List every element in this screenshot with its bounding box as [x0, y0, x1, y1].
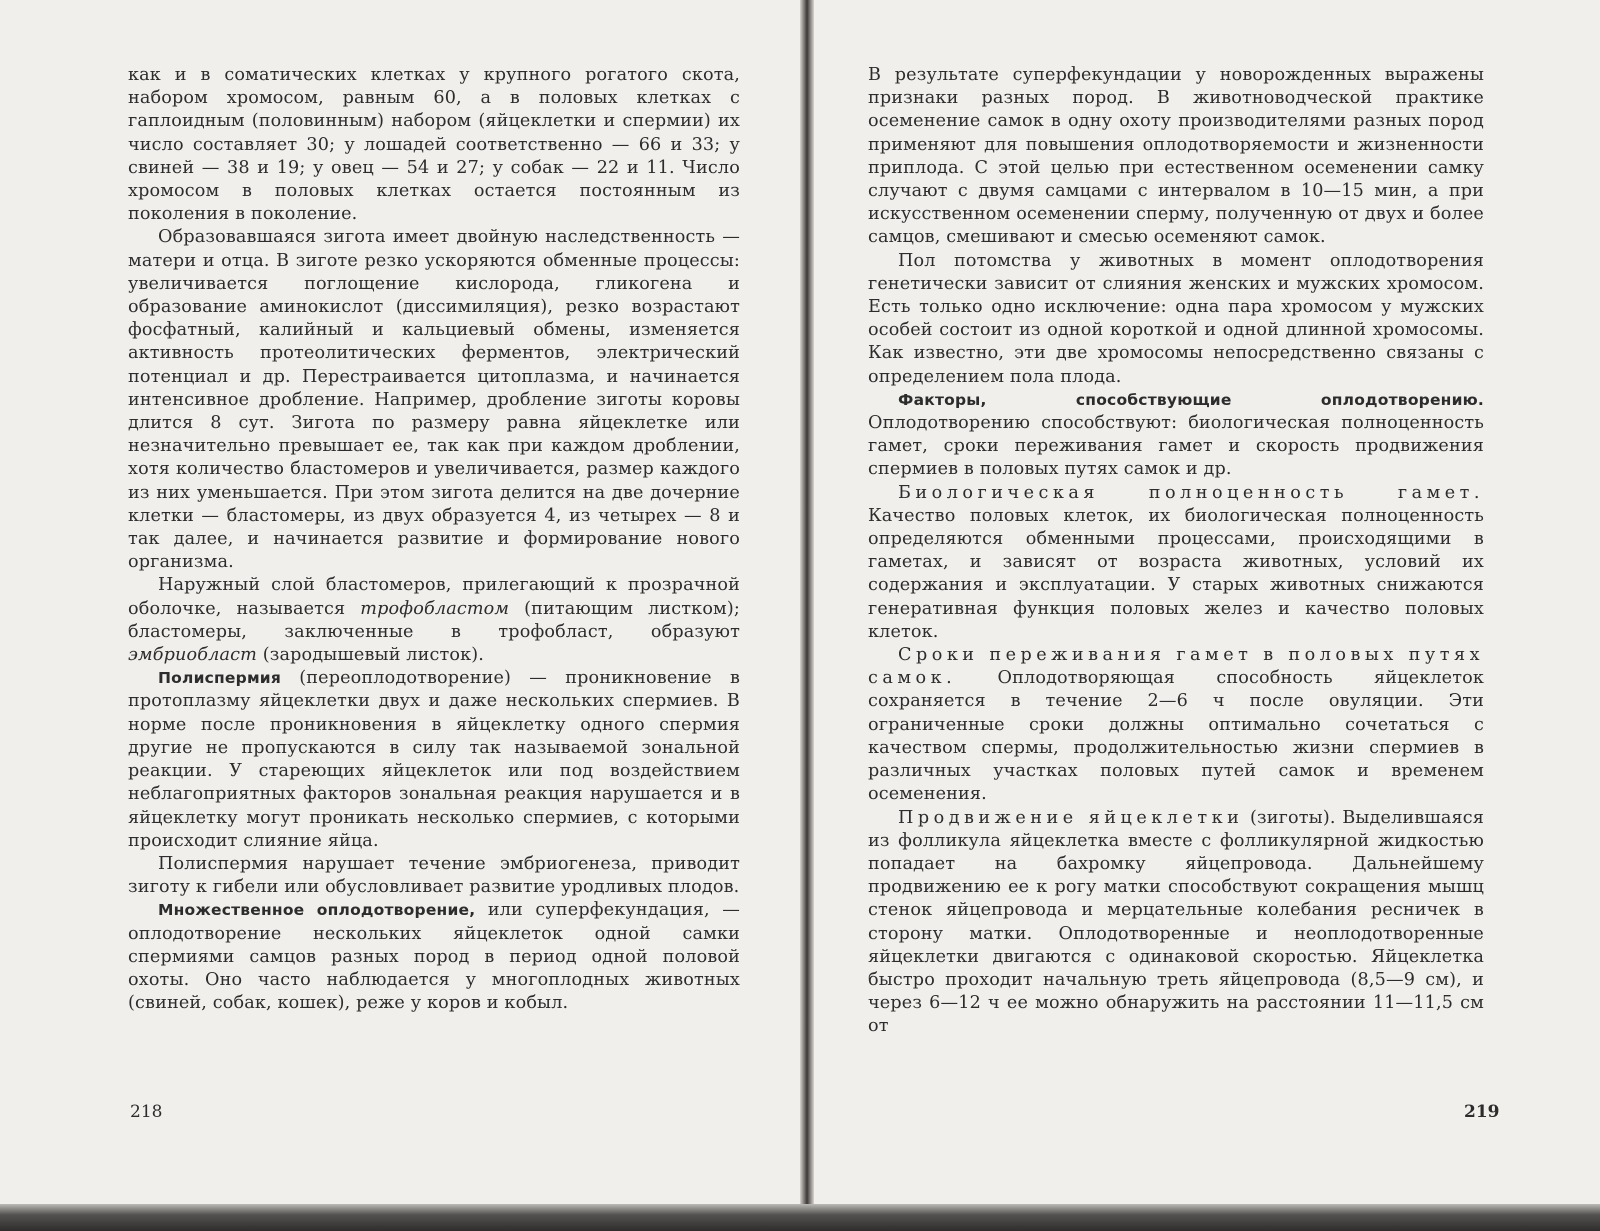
term-italic: трофобластом: [360, 598, 510, 619]
scan-bottom-edge: [0, 1204, 1600, 1231]
paragraph: [868, 644, 1484, 806]
text: Оплодотворяющая способность яйцеклеток сохраняется в течение 2—6 ч после овуляции. Эти ограниченные сроки должны оптимально сочетаться с качеством спермы, продолжительностью жизни спермиев в различных участках половых путей самок и временем осеменения.: [868, 668, 1484, 805]
term-spaced: Биологическая полноценность гамет.: [898, 482, 1484, 503]
book-gutter: [800, 0, 814, 1231]
term-italic: эмбриобласт: [128, 645, 257, 666]
text: или суперфекундация, — оплодотворение нескольких яйцеклеток одной самки спермиями самцов разных пород в период одной половой охоты. Оно часто наблюдается у многоплодных животных (свиней, собак, кошек), реже у коров и кобыл.: [128, 900, 740, 1014]
paragraph: В результате суперфекундации у новорожденных выражены признаки разных пород. В животноводческой практике осеменение самок в одну охоту производителями разных пород применяют для повышения оплодотворяемости и жизненности приплода. С этой целью при естественном осеменении самку случают с двумя самцами с интервалом в 10—15 мин, а при искусственном осеменении сперму, полученную от двух и более самцов, смешивают и смесью осеменяют самок.: [868, 65, 1484, 248]
paragraph: Полиспермия нарушает течение эмбриогенеза, приводит зиготу к гибели или обусловливает развитие уродливых плодов.: [128, 853, 740, 898]
paragraph: [128, 574, 740, 667]
text: (зародышевый листок).: [256, 645, 485, 666]
text: Качество половых клеток, их биологическая полноценность определяются обменными процессами, происходящими в гаметах, и зависят от возраста животных, условий их содержания и эксплуатации. У старых животных снижаются генеративная функция половых желез и качество половых клеток.: [868, 505, 1484, 642]
text: (питающим листком); бластомеры, заключенные в трофобласт, образуют: [128, 598, 740, 642]
paragraph: [128, 899, 740, 1015]
right-page: [868, 64, 1484, 1144]
page-number-right: 219: [1464, 1102, 1500, 1122]
term-bold: Факторы, способствующие оплодотворению.: [898, 390, 1484, 409]
text: (переоплодотворение) — проникновение в протоплазму яйцеклетки двух и даже нескольких спермиев. В норме после проникновения в яйцеклетку одного спермия другие не пропускаются в силу так называемой зональной реакции. У стареющих яйцеклеток или под воздействием неблагоприятных факторов зональная реакция нарушается и в яйцеклетку могут проникать несколько спермиев, с которыми происходит слияние яйца.: [128, 668, 740, 851]
text: (зиготы). Выделившаяся из фолликула яйцеклетка вместе с фолликулярной жидкостью попадает на бахромку яйцепровода. Дальнейшему продвижению ее к рогу матки способствуют сокращения мышц стенок яйцепровода и мерцательные колебания ресничек в сторону матки. Оплодотворенные и неоплодотворенные яйцеклетки двигаются с одинаковой скоростью. Яйцеклетка быстро проходит начальную треть яйцепровода (8,5—9 см), и через 6—12 ч ее можно обнаружить на расстоянии 11—11,5 см от: [868, 807, 1484, 1037]
paragraph: Пол потомства у животных в момент оплодотворения генетически зависит от слияния женских и мужских хромосом. Есть только одно исключение: одна пара хромосом у мужских особей состоит из одной короткой и одной длинной хромосомы. Как известно, эти две хромосомы непосредственно связаны с определением пола плода.: [868, 250, 1484, 387]
term-spaced: Продвижение яйцеклетки: [898, 807, 1244, 828]
text: Оплодотворению способствуют: биологическая полноценность гамет, сроки переживания гамет и скорость продвижения спермиев в половых путях самок и др.: [868, 413, 1484, 480]
term-spaced: Сроки переживания гамет в половых путях самок.: [868, 645, 1484, 689]
paragraph: Образовавшаяся зигота имеет двойную наследственность — матери и отца. В зиготе резко ускоряются обменные процессы: увеличивается поглощение кислорода, гликогена и образование аминокислот (диссимиляция), резко возрастают фосфатный, калийный и кальциевый обмены, изменяется активность протеолитических ферментов, электрический потенциал и др. Перестраивается цитоплазма, и начинается интенсивное дробление. Например, дробление зиготы коровы длится 8 сут. Зигота по размеру равна яйцеклетке или незначительно превышает ее, так как при каждом дроблении, хотя количество бластомеров и увеличивается, размер каждого из них уменьшается. При этом зигота делится на две дочерние клетки — бластомеры, из двух образуется 4, из четырех — 8 и так далее, и начинается развитие и формирование нового организма.: [128, 227, 740, 573]
term-bold: Полиспермия: [158, 669, 282, 688]
left-page: [128, 64, 740, 1144]
text: Наружный слой бластомеров, прилегающий к прозрачной оболочке, называется: [128, 575, 740, 619]
paragraph: [868, 482, 1484, 644]
paragraph: [128, 667, 740, 853]
term-bold: Множественное оплодотворение,: [158, 901, 476, 920]
paragraph: [868, 807, 1484, 1039]
page-number-left: 218: [130, 1102, 163, 1122]
paragraph: [868, 389, 1484, 482]
paragraph: как и в соматических клетках у крупного рогатого скота, набором хромосом, равным 60, а в половых клетках с гаплоидным (половинным) набором (яйцеклетки и спермии) их число составляет 30; у лошадей соответственно — 66 и 33; у свиней — 38 и 19; у овец — 54 и 27; у собак — 22 и 11. Число хромосом в половых клетках остается постоянным из поколения в поколение.: [128, 65, 740, 225]
